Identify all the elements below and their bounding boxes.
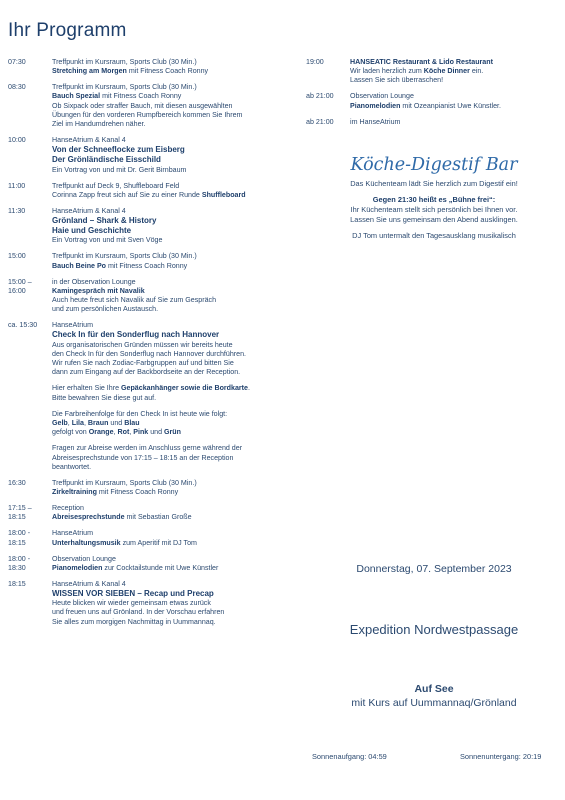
entry-line [52, 555, 300, 564]
entry-line [52, 287, 300, 296]
entry-details [52, 83, 300, 129]
entry-line [52, 207, 300, 216]
schedule-entry [8, 580, 300, 627]
entry-text: , [129, 428, 134, 437]
bar-dj: DJ Tom untermalt den Tagesausklang musikalisch [352, 231, 516, 240]
entry-text: Corinna Zapp freut sich auf Sie zu einer Runde [52, 190, 202, 199]
entry-line [52, 296, 300, 305]
sea-info [306, 683, 562, 709]
entry-text-bold: HANSEATIC Restaurant & Lido Restaurant [350, 58, 493, 66]
entry-text: Treffpunkt im Kursraum, Sports Club (30 Min.) [52, 83, 197, 92]
schedule-entry [8, 58, 300, 76]
bar-highlight: Gegen 21:30 heißt es „Bühne frei“: [372, 195, 496, 204]
entry-line [52, 488, 300, 497]
entry-time: 08:30 [8, 83, 26, 92]
entry-text: HanseAtrium & Kanal 4 [52, 136, 126, 145]
entry-details [350, 58, 562, 86]
schedule-entry [8, 479, 300, 497]
entry-line [350, 118, 562, 127]
schedule-entry [8, 555, 300, 573]
entry-text: und zum persönlichen Austausch. [52, 305, 159, 314]
entry-details [52, 580, 300, 627]
entry-text: beantwortet. [52, 462, 92, 471]
entry-text-bold: Blau [124, 419, 140, 428]
entry-line [52, 359, 300, 368]
sea-subtitle: mit Kurs auf Uummannaq/Grönland [351, 697, 517, 709]
entry-line [52, 145, 300, 155]
entry-line [52, 479, 300, 488]
sunrise: Sonnenaufgang: 04:59 [312, 752, 387, 761]
entry-text: Sie alles zum morgigen Nachmittag in Uummannaq. [52, 617, 216, 626]
entry-text: Observation Lounge [350, 92, 414, 101]
entry-line [52, 454, 300, 463]
schedule-entry [8, 529, 300, 547]
entry-text-bold: Shuffleboard [201, 190, 246, 199]
entry-text-bold: Gepäckanhänger sowie die Bordkarte [121, 384, 248, 393]
entry-line [350, 76, 562, 85]
entry-line [52, 504, 300, 513]
entry-text: HanseAtrium [52, 321, 94, 330]
entry-line [52, 539, 300, 548]
entry-line [52, 262, 300, 271]
entry-details [52, 207, 300, 246]
entry-time: 16:30 [8, 478, 26, 487]
entry-text: mit Fitness Coach Ronny [126, 67, 209, 76]
entry-line [52, 111, 300, 120]
entry-line [52, 529, 300, 538]
entry-text: Fragen zur Abreise werden im Anschluss gerne während der [52, 444, 243, 453]
schedule-entry [8, 321, 300, 472]
entry-text-bold: Check In für den Sonderflug nach Hannover [52, 330, 220, 340]
entry-text: . [247, 384, 250, 393]
entry-text-bold: Unterhaltungsmusik [52, 538, 121, 547]
entry-line [52, 618, 300, 627]
entry-text: , [67, 419, 72, 428]
entry-text: mit Sebastian Große [124, 513, 192, 522]
entry-line [52, 166, 300, 175]
entry-text: Reception [52, 504, 84, 513]
entry-time: 18:00 - 18:15 [8, 529, 31, 547]
entry-time: 18:15 [8, 579, 26, 588]
entry-text: gefolgt von [52, 428, 89, 437]
date: Donnerstag, 07. September 2023 [356, 563, 512, 575]
entry-line [52, 216, 300, 226]
entry-text: mit Ozeanpianist Uwe Künstler. [400, 101, 501, 110]
entry-text: HanseAtrium [52, 529, 94, 538]
entry-text-bold: Der Grönländische Eisschild [52, 155, 161, 165]
entry-line [52, 120, 300, 129]
entry-line [350, 92, 562, 101]
entry-text: Bitte bewahren Sie diese gut auf. [52, 393, 157, 402]
entry-text: Hier erhalten Sie Ihre [52, 384, 122, 393]
entry-line [52, 608, 300, 617]
entry-text-bold: Bauch Beine Po [52, 261, 107, 270]
entry-text: zur Cocktailstunde mit Uwe Künstler [102, 563, 219, 572]
entry-text-bold: Pianomelodien [350, 101, 401, 110]
entry-details [52, 136, 300, 175]
entry-time: 07:30 [8, 58, 26, 66]
entry-text-bold: WISSEN VOR SIEBEN – Recap und Precap [52, 588, 214, 598]
entry-line [52, 330, 300, 340]
entry-spacer [52, 403, 300, 410]
entry-text: und [148, 428, 165, 437]
entry-text: Übungen für den vorderen Rumpfbereich kommen Sie Ihrem [52, 110, 243, 119]
entry-text: Treffpunkt im Kursraum, Sports Club (30 Min.) [52, 252, 197, 261]
entry-line [52, 252, 300, 261]
entry-text-bold: Stretching am Morgen [52, 67, 127, 76]
entry-details [52, 58, 300, 76]
schedule-entry [8, 278, 300, 315]
entry-details [52, 321, 300, 472]
entry-text: Observation Lounge [52, 554, 116, 563]
schedule-entry [8, 252, 300, 270]
entry-line [52, 102, 300, 111]
entry-text: Treffpunkt im Kursraum, Sports Club (30 Min.) [52, 58, 197, 66]
entry-details [52, 479, 300, 497]
entry-text-bold: Braun [87, 419, 109, 428]
schedule-entry [8, 504, 300, 522]
entry-line [52, 236, 300, 245]
entry-text: HanseAtrium & Kanal 4 [52, 206, 126, 215]
page-title: Ihr Programm [8, 20, 127, 41]
entry-time: 17:15 – 18:15 [8, 504, 32, 522]
entry-text-bold: Grönland – Shark & History [52, 216, 157, 226]
entry-time: 10:00 [8, 136, 26, 145]
entry-time: 11:00 [8, 181, 26, 190]
entry-text: Ein Vortrag von und mit Dr. Gerit Birnbaum [52, 165, 187, 174]
bar-line-2: Lassen Sie uns gemeinsam den Abend ausklingen. [350, 215, 518, 224]
entry-line [52, 341, 300, 350]
entry-line [52, 513, 300, 522]
entry-text: in der Observation Lounge [52, 277, 136, 286]
entry-text-bold: Grün [164, 428, 181, 437]
entry-text: Lassen Sie sich überraschen! [350, 76, 444, 85]
entry-details [52, 555, 300, 573]
schedule-entry [306, 92, 562, 110]
bar-subtitle: Das Küchenteam lädt Sie herzlich zum Digestif ein! [350, 179, 518, 188]
entry-line [52, 83, 300, 92]
entry-text: Abreisesprechstunde von 17:15 – 18:15 an der Reception [52, 453, 234, 462]
entry-time: 15:00 – 16:00 [8, 277, 32, 295]
entry-time: 15:00 [8, 252, 26, 261]
entry-line [52, 599, 300, 608]
entry-text: im HanseAtrium [350, 117, 401, 126]
entry-line [52, 321, 300, 330]
entry-line [52, 191, 300, 200]
entry-line [52, 136, 300, 145]
entry-text-bold: Pink [133, 428, 149, 437]
right-schedule [306, 58, 562, 134]
expedition-title: Expedition Nordwestpassage [349, 622, 519, 637]
schedule-entry [8, 182, 300, 200]
entry-details [52, 504, 300, 522]
entry-text: dann zum Eingang auf der Backbordseite an der Reception. [52, 368, 241, 377]
entry-line [52, 58, 300, 67]
entry-line [52, 444, 300, 453]
entry-line [350, 102, 562, 111]
entry-text-bold: Rot [117, 428, 130, 437]
entry-line [52, 580, 300, 589]
entry-text-bold: Von der Schneeflocke zum Eisberg [52, 145, 185, 155]
entry-text: und [108, 419, 125, 428]
entry-text: Treffpunkt auf Deck 9, Shuffleboard Feld [52, 181, 180, 190]
entry-line [52, 428, 300, 437]
entry-line [52, 305, 300, 314]
entry-text-bold: Pianomelodien [52, 563, 103, 572]
entry-text-bold: Köche Dinner [423, 67, 470, 76]
sea-title: Auf See [414, 683, 454, 695]
entry-time: ca. 15:30 [8, 321, 38, 330]
entry-text: mit Fitness Coach Ronny [106, 261, 188, 270]
entry-spacer [52, 377, 300, 384]
entry-line [52, 226, 300, 236]
entry-text: zum Aperitif mit DJ Tom [120, 538, 197, 547]
entry-text: Die Farbreihenfolge für den Check In ist heute wie folgt: [52, 409, 228, 418]
entry-line [52, 419, 300, 428]
entry-details [52, 529, 300, 547]
entry-details [52, 252, 300, 270]
schedule-entry [8, 207, 300, 246]
entry-time: 18:00 - 18:30 [8, 554, 31, 572]
entry-text-bold: Bauch Spezial [52, 92, 101, 101]
sunset: Sonnenuntergang: 20:19 [460, 752, 542, 761]
entry-details [350, 118, 562, 127]
schedule-entry [306, 118, 562, 127]
entry-text: Heute blicken wir wieder gemeinsam etwas zurück [52, 599, 211, 608]
entry-time: ab 21:00 [306, 92, 334, 101]
entry-line [52, 384, 300, 393]
entry-spacer [52, 437, 300, 444]
entry-line [52, 67, 300, 76]
entry-text: Treffpunkt im Kursraum, Sports Club (30 Min.) [52, 478, 197, 487]
entry-line [52, 463, 300, 472]
entry-line [350, 67, 562, 76]
entry-line [52, 278, 300, 287]
entry-line [52, 350, 300, 359]
bar-line-1: Ihr Küchenteam stellt sich persönlich bei Ihnen vor. [350, 205, 518, 214]
entry-line [52, 564, 300, 573]
entry-text: , [83, 419, 88, 428]
entry-text: ein. [469, 67, 484, 76]
entry-text: HanseAtrium & Kanal 4 [52, 579, 126, 588]
entry-text: Auch heute freut sich Navalik auf Sie zum Gespräch [52, 296, 217, 305]
entry-time: ab 21:00 [306, 117, 334, 126]
entry-text: Aus organisatorischen Gründen müssen wir bereits heute [52, 340, 233, 349]
entry-text-bold: Abreisesprechstunde [52, 513, 125, 522]
entry-text: Ziel im Handumdrehen näher. [52, 120, 146, 129]
entry-text: und freuen uns auf Grönland. In der Vorschau erfahren [52, 608, 225, 617]
left-schedule [8, 58, 300, 634]
entry-line [52, 410, 300, 419]
entry-text-bold: Haie und Geschichte [52, 226, 132, 236]
entry-text-bold: Orange [88, 428, 114, 437]
entry-text-bold: Lila [71, 419, 84, 428]
entry-text: Ob Sixpack oder straffer Bauch, mit diesen ausgewählten [52, 101, 233, 110]
entry-line [52, 589, 300, 599]
schedule-entry [306, 58, 562, 86]
entry-line [52, 92, 300, 101]
entry-line [350, 58, 562, 67]
entry-text-bold: Zirkeltraining [52, 488, 97, 497]
digestif-bar-section [306, 155, 562, 241]
entry-text: , [113, 428, 118, 437]
entry-text-bold: Gelb [52, 419, 68, 428]
entry-text: Wir rufen Sie nach Zodiac-Farbgruppen auf und bitten Sie [52, 359, 234, 368]
entry-text: Ein Vortrag von und mit Sven Vöge [52, 236, 163, 245]
entry-text-bold: Kamingespräch mit Navalik [52, 286, 145, 295]
entry-line [52, 182, 300, 191]
entry-details [350, 92, 562, 110]
schedule-entry [8, 136, 300, 175]
entry-time: 11:30 [8, 206, 26, 215]
entry-text: mit Fitness Coach Ronny [100, 92, 182, 101]
entry-line [52, 155, 300, 165]
entry-text: mit Fitness Coach Ronny [96, 488, 179, 497]
entry-text: Wir laden herzlich zum [350, 67, 424, 76]
entry-time: 19:00 [306, 58, 324, 66]
schedule-entry [8, 83, 300, 129]
entry-details [52, 182, 300, 200]
bar-title: Köche-Digestif Bar [350, 155, 518, 175]
entry-text: den Check In für den Sonderflug nach Hannover durchführen. [52, 349, 247, 358]
entry-line [52, 394, 300, 403]
entry-details [52, 278, 300, 315]
entry-line [52, 368, 300, 377]
